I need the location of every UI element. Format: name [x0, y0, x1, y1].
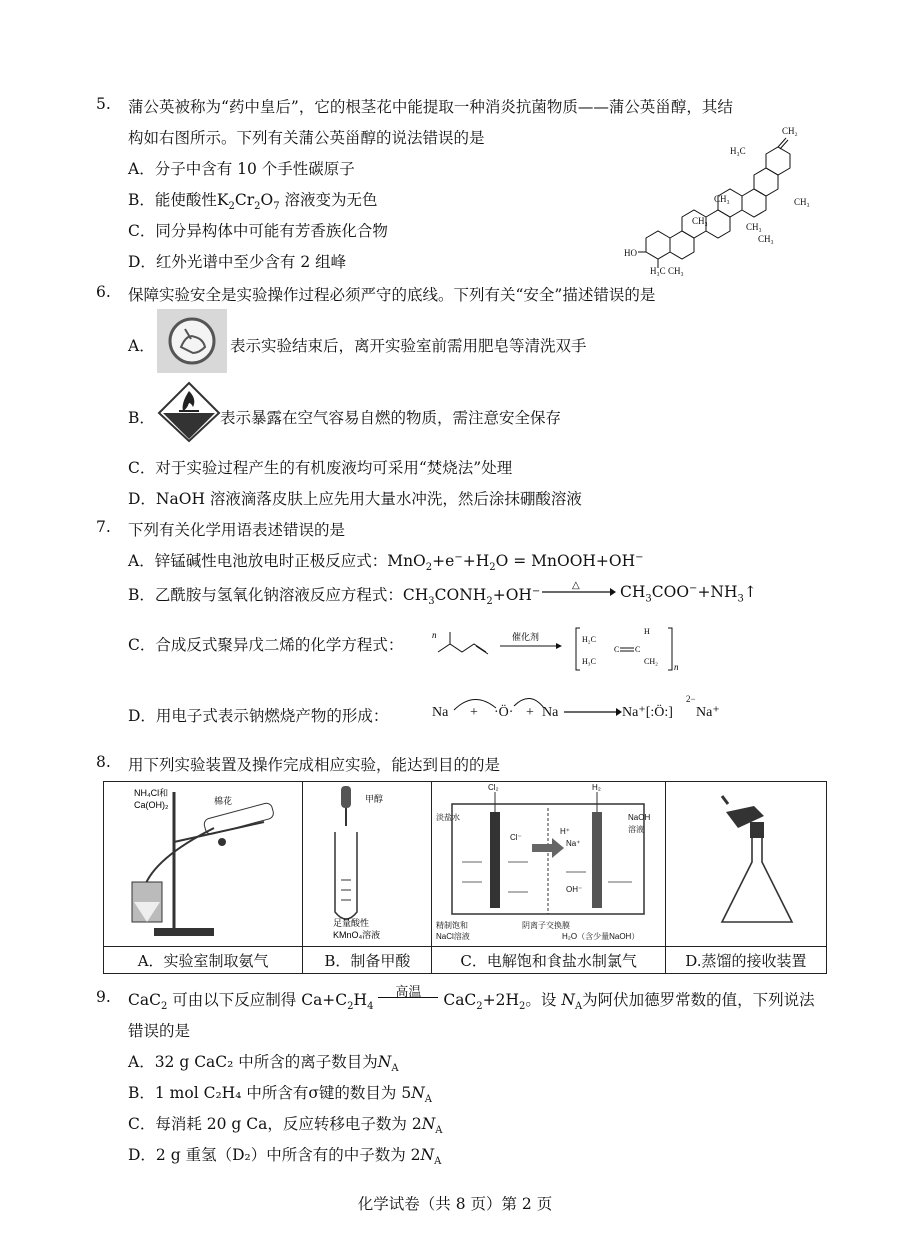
q7-stem: 下列有关化学用语表述错误的是: [128, 521, 346, 539]
spontaneous-combustion-icon: [157, 381, 221, 443]
svg-text:H₃C: H₃C: [650, 266, 666, 276]
heat-arrow: [540, 578, 616, 600]
svg-text:CH₃: CH₃: [692, 216, 708, 226]
q5-option-a: A．分子中含有 10 个手性碳原子: [128, 160, 355, 178]
q5-stem-line2: 构如右图所示。下列有关蒲公英甾醇的说法错误的是: [128, 129, 485, 147]
svg-text:H⁺: H⁺: [560, 827, 571, 836]
q9-stem-line2: 错误的是: [128, 1022, 191, 1040]
svg-text:H₂O（含少量NaOH）: H₂O（含少量NaOH）: [562, 932, 640, 941]
apparatus-a: [104, 782, 303, 947]
hand-wash-icon: [157, 309, 227, 373]
q5-option-b: B．能使酸性$K_2Cr_2O_7$ 溶液变为无色: [128, 191, 378, 213]
q7-option-b-product: $CH_3COO^-+NH_3↑$: [620, 583, 757, 605]
svg-text:CH₃: CH₃: [668, 266, 684, 276]
svg-text:H₃C: H₃C: [730, 146, 746, 156]
svg-text:Ca(OH)₂: Ca(OH)₂: [134, 800, 169, 810]
apparatus-b: [303, 782, 432, 947]
q9-option-d: D．2 g 重氢（D₂）中所含有的中子数为 $2N_A$: [128, 1146, 442, 1168]
svg-text:精制饱和: 精制饱和: [436, 921, 469, 930]
svg-text:KMnO₄溶液: KMnO₄溶液: [333, 930, 381, 940]
q9-stem-line1: CaC$_2$ 可由以下反应制得 $Ca+C_2H_4$ 高温 $CaC_2+2H_2$。设 $N_A$为阿伏加德罗常数的值，下列说法: [128, 985, 815, 1013]
svg-text:NaCl溶液: NaCl溶液: [436, 932, 471, 941]
svg-text:NH₄Cl和: NH₄Cl和: [134, 788, 169, 798]
q6-option-b-letter: B．: [128, 409, 155, 427]
svg-text:HO: HO: [624, 248, 637, 258]
svg-text:棉花: 棉花: [214, 796, 233, 806]
q5-option-c: C．同分异构体中可能有芳香族化合物: [128, 222, 388, 240]
polymerization-equation: [430, 618, 690, 672]
q7-option-c: C．合成反式聚异戊二烯的化学方程式：: [128, 636, 404, 654]
svg-text:CH₂: CH₂: [644, 657, 658, 666]
electron-dot-formation: [430, 686, 720, 732]
svg-text:Na: Na: [542, 705, 559, 720]
caption-c: C．电解饱和食盐水制氯气: [432, 947, 665, 974]
caption-a: A．实验室制取氨气: [104, 947, 303, 974]
page-footer: 化学试卷（共 8 页）第 2 页: [357, 1195, 553, 1213]
svg-text:C: C: [635, 645, 641, 654]
svg-text:n: n: [674, 662, 679, 672]
q9-option-b: B．1 mol C₂H₄ 中所含有σ键的数目为 $5N_A$: [128, 1084, 432, 1106]
q5-stem-line1: 蒲公英被称为“药中皇后”，它的根茎花中能提取一种消炎抗菌物质——蒲公英甾醇，其结: [128, 98, 733, 116]
apparatus-table: [103, 781, 827, 974]
q6-number: 6.: [96, 283, 111, 301]
q5-number: 5.: [96, 95, 111, 113]
svg-text:+: +: [470, 705, 478, 720]
svg-text:△: △: [572, 580, 580, 591]
caption-d: D.蒸馏的接收装置: [665, 947, 826, 974]
svg-text:·Ö·: ·Ö·: [494, 705, 514, 720]
svg-text:Na: Na: [432, 705, 449, 720]
q7-number: 7.: [96, 518, 111, 536]
q8-number: 8.: [96, 753, 111, 771]
q7-option-b: B．乙酰胺与氢氧化钠溶液反应方程式：$CH_3CONH_2+OH^-$: [128, 585, 541, 608]
q6-option-a-letter: A．: [128, 337, 155, 355]
q9-option-c: C．每消耗 20 g Ca，反应转移电子数为 $2N_A$: [128, 1115, 443, 1137]
svg-text:Cl₂: Cl₂: [488, 783, 500, 792]
q6-stem: 保障实验安全是实验操作过程必须严守的底线。下列有关“安全”描述错误的是: [128, 286, 656, 304]
svg-text:阴离子交换膜: 阴离子交换膜: [522, 921, 571, 930]
q6-option-d: D．NaOH 溶液滴落皮肤上应先用大量水冲洗，然后涂抹硼酸溶液: [128, 490, 582, 508]
taraxasterol-structure: [622, 120, 822, 280]
svg-text:Cl⁻: Cl⁻: [510, 833, 523, 842]
svg-text:n: n: [432, 630, 437, 640]
q8-stem: 用下列实验装置及操作完成相应实验，能达到目的的是: [128, 756, 501, 774]
svg-text:CH₃: CH₃: [746, 222, 762, 232]
q5-option-d: D．红外光谱中至少含有 2 组峰: [128, 253, 347, 271]
svg-text:C: C: [614, 645, 620, 654]
q9-number: 9.: [96, 988, 111, 1006]
q6-option-b: 表示暴露在空气容易自燃的物质，需注意安全保存: [220, 409, 562, 427]
svg-text:溶液: 溶液: [628, 825, 645, 834]
svg-text:淡盐水: 淡盐水: [436, 813, 461, 822]
svg-text:+: +: [526, 705, 534, 720]
svg-text:甲醇: 甲醇: [365, 794, 384, 804]
svg-text:H₂: H₂: [592, 783, 602, 792]
svg-text:Na⁺[:Ö:]: Na⁺[:Ö:]: [622, 705, 673, 720]
svg-text:NaOH: NaOH: [628, 813, 651, 822]
q7-option-d: D．用电子式表示钠燃烧产物的形成：: [128, 707, 389, 725]
svg-text:催化剂: 催化剂: [512, 633, 540, 643]
apparatus-d: [665, 782, 826, 947]
q7-option-a: A．锌锰碱性电池放电时正极反应式：$MnO_2+e^-+H_2O$ = MnOOH+OH−: [128, 551, 644, 574]
svg-text:Na⁺: Na⁺: [566, 839, 581, 848]
svg-text:2−: 2−: [686, 694, 696, 704]
svg-text:CH₃: CH₃: [758, 234, 774, 244]
svg-text:Na⁺: Na⁺: [696, 705, 720, 720]
svg-text:CH₂: CH₂: [782, 126, 798, 136]
svg-text:CH₃: CH₃: [794, 197, 810, 207]
svg-text:CH₃: CH₃: [714, 194, 730, 204]
caption-b: B．制备甲酸: [303, 947, 432, 974]
q6-option-c: C．对于实验过程产生的有机废液均可采用“焚烧法”处理: [128, 459, 513, 477]
svg-text:H₃C: H₃C: [582, 657, 596, 666]
apparatus-c: [432, 782, 665, 947]
q6-option-a: 表示实验结束后，离开实验室前需用肥皂等清洗双手: [230, 337, 587, 355]
svg-text:足量酸性: 足量酸性: [333, 918, 370, 928]
q9-option-a: A．32 g CaC₂ 中所含的离子数目为$N_A$: [128, 1053, 399, 1075]
svg-text:H₂C: H₂C: [582, 635, 596, 644]
svg-text:H: H: [644, 627, 650, 636]
svg-text:OH⁻: OH⁻: [566, 885, 583, 894]
